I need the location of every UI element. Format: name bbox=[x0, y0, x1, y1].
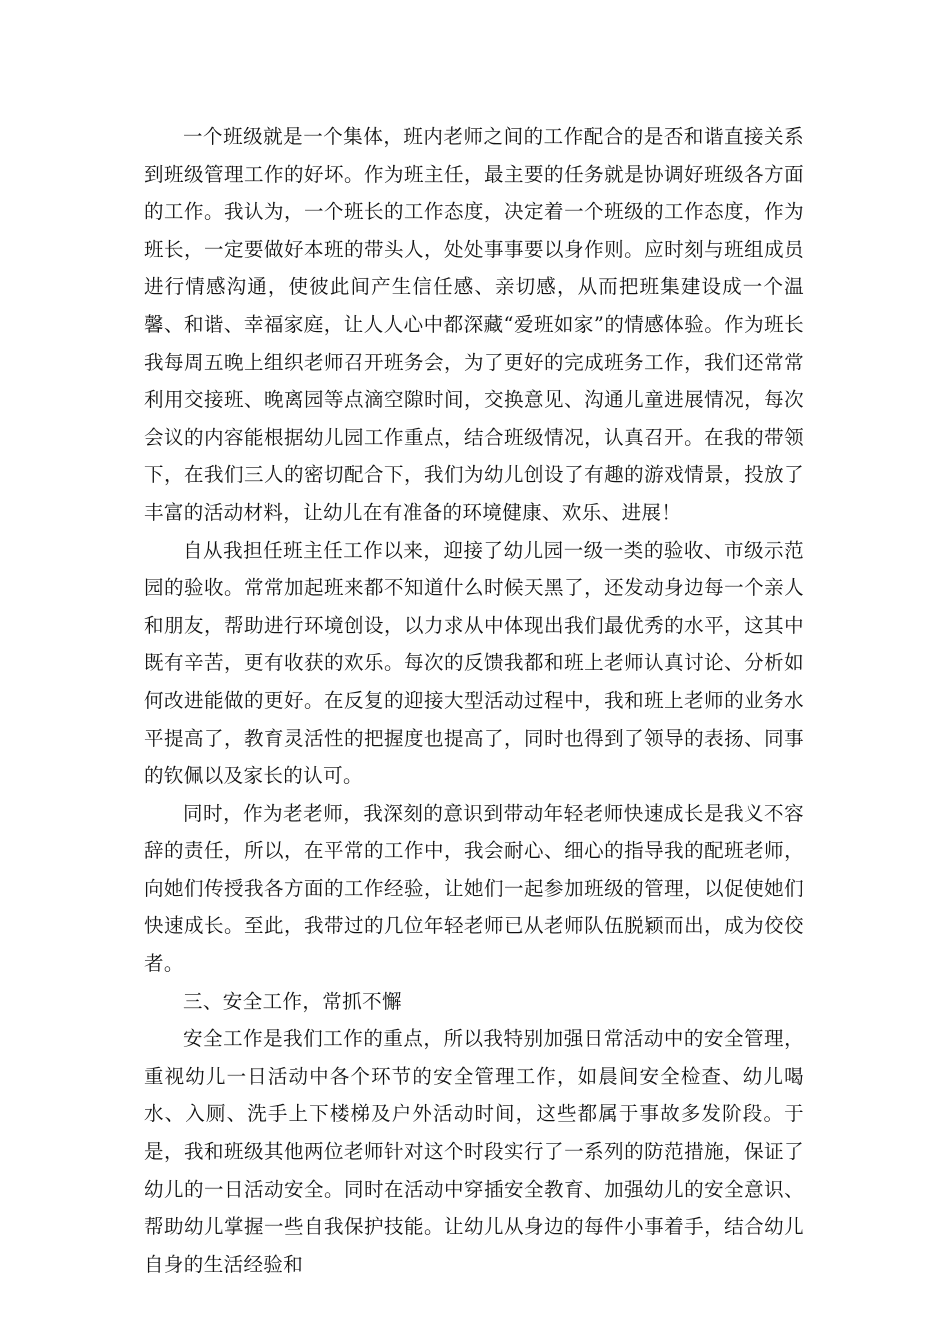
paragraph-class-management: 一个班级就是一个集体，班内老师之间的工作配合的是否和谐直接关系到班级管理工作的好坏。作为班主任，最主要的任务就是协调好班级各方面的工作。我认为，一个班长的工作态度，决定着一个班级的工作态度，作为班长，一定要做好本班的带头人，处处事事要以身作则。应时刻与班组成员进行情感沟通，使彼此间产生信任感、亲切感，从而把班集建设成一个温馨、和谐、幸福家庭，让人人心中都深藏“爱班如家”的情感体验。作为班长我每周五晚上组织老师召开班务会，为了更好的完成班务工作，我们还常常利用交接班、晚离园等点滴空隙时间，交换意见、沟通儿童进展情况，每次会议的内容能根据幼儿园工作重点，结合班级情况，认真召开。在我的带领下，在我们三人的密切配合下，我们为幼儿创设了有趣的游戏情景，投放了丰富的活动材料，让幼儿在有准备的环境健康、欢乐、进展！ bbox=[144, 125, 804, 524]
document-body bbox=[144, 118, 804, 1283]
paragraph-head-teacher-work: 自从我担任班主任工作以来，迎接了幼儿园一级一类的验收、市级示范园的验收。常常加起班来都不知道什么时候天黑了，还发动身边每一个亲人和朋友，帮助进行环境创设，以力求从中体现出我们最优秀的水平，这其中既有辛苦，更有收获的欢乐。每次的反馈我都和班上老师认真讨论、分析如何改进能做的更好。在反复的迎接大型活动过程中，我和班上老师的业务水平提高了，教育灵活性的把握度也提高了，同时也得到了领导的表扬、同事的钦佩以及家长的认可。 bbox=[144, 538, 804, 788]
section-heading-safety: 三、安全工作，常抓不懈 bbox=[183, 989, 402, 1013]
paragraph-safety: 安全工作是我们工作的重点，所以我特别加强日常活动中的安全管理，重视幼儿一日活动中各个环节的安全管理工作，如晨间安全检查、幼儿喝水、入厕、洗手上下楼梯及户外活动时间，这些都属于事故多发阶段。于是，我和班级其他两位老师针对这个时段实行了一系列的防范措施，保证了幼儿的一日活动安全。同时在活动中穿插安全教育、加强幼儿的安全意识、帮助幼儿掌握一些自我保护技能。让幼儿从身边的每件小事着手，结合幼儿自身的生活经验和 bbox=[144, 1027, 804, 1276]
paragraph-mentoring: 同时，作为老老师，我深刻的意识到带动年轻老师快速成长是我义不容辞的责任，所以，在平常的工作中，我会耐心、细心的指导我的配班老师，向她们传授我各方面的工作经验，让她们一起参加班级的管理，以促使她们快速成长。至此，我带过的几位年轻老师已从老师队伍脱颖而出，成为佼佼者。 bbox=[144, 801, 804, 976]
